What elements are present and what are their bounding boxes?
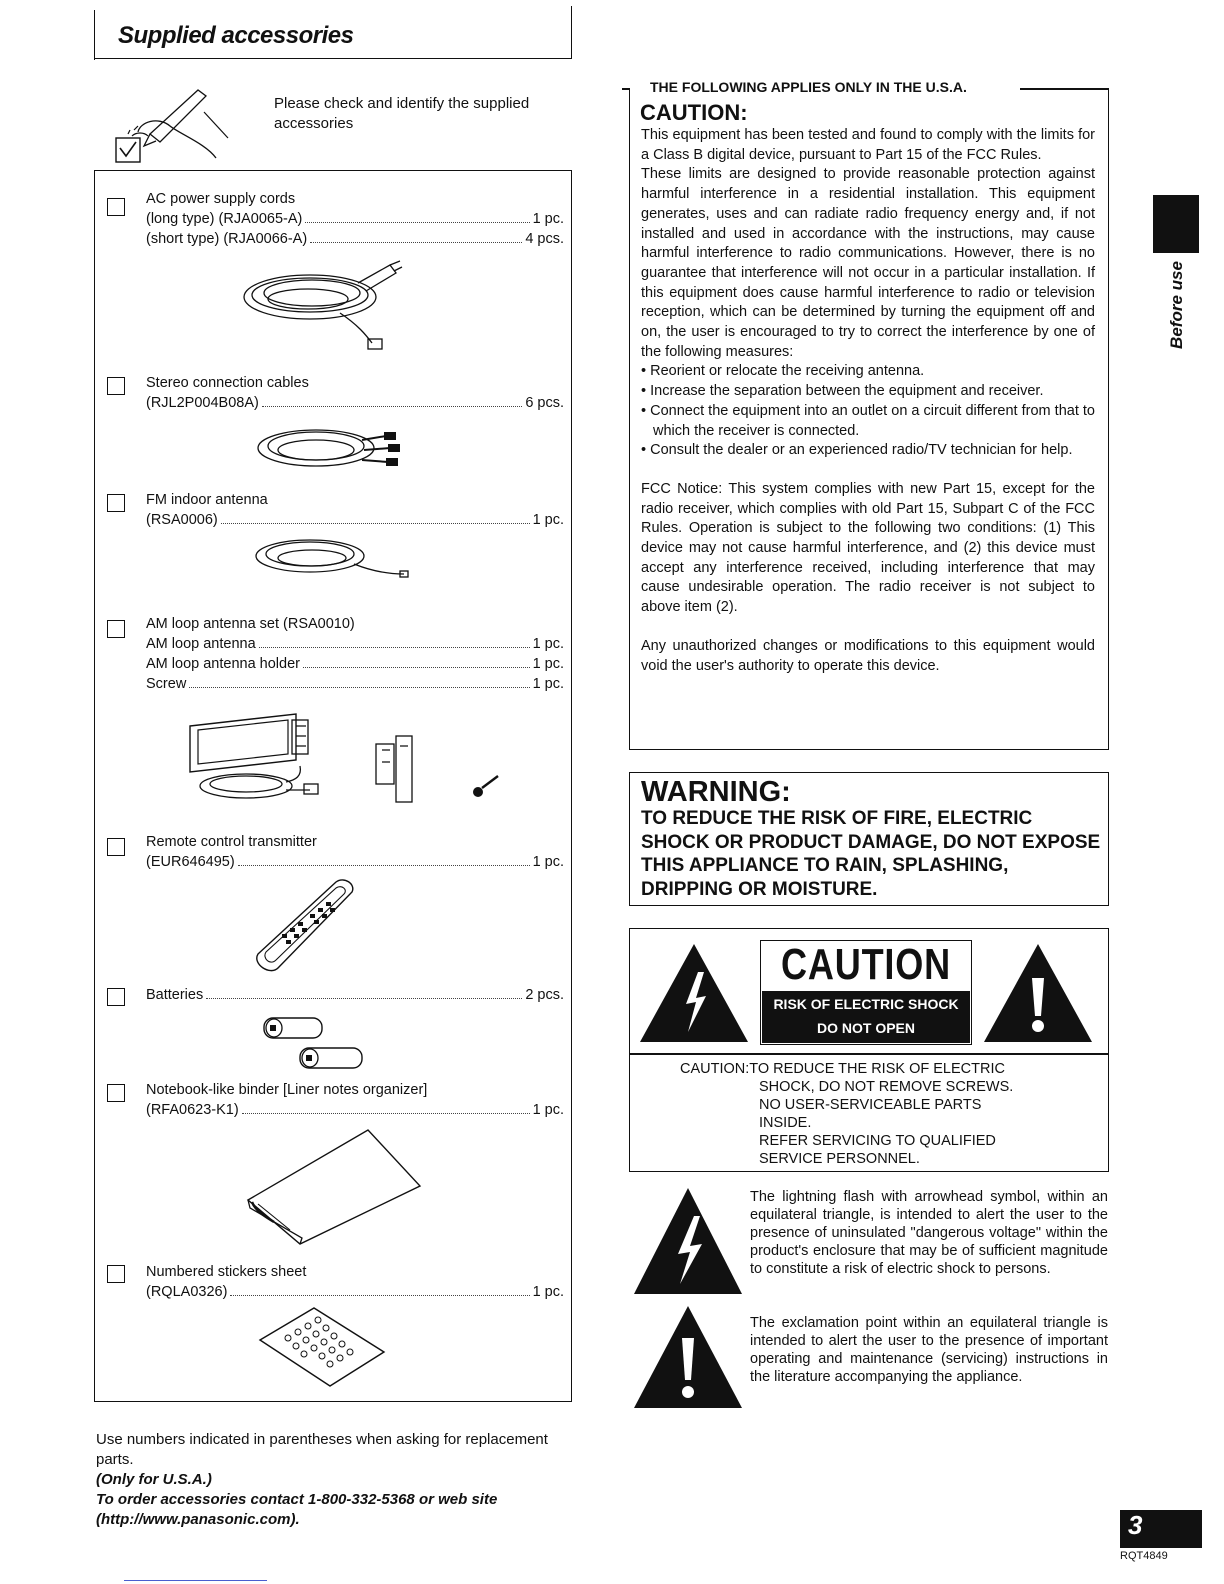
accessory-line xyxy=(146,985,564,1005)
checklist-hand-icon xyxy=(110,86,240,168)
accessory-qty: 1 pc. xyxy=(532,854,564,870)
header-rule xyxy=(571,6,572,59)
accessory-qty: 1 pc. xyxy=(532,1102,564,1118)
exclamation-symbol-text: The exclamation point within an equilateral triangle is intended to alert the user to the presence of important operating and maintenance (servicing) instructions in the literature accompanying the appliance. xyxy=(750,1315,1108,1385)
accessory-line xyxy=(146,1282,564,1302)
accessory-title: AM loop antenna set (RSA0010) xyxy=(146,616,355,632)
fcc-bullet: • Connect the equipment into an outlet on a circuit different from that to which the receiver is connected. xyxy=(641,402,1095,439)
sticker-sheet-icon xyxy=(258,1306,386,1390)
accessory-title: AC power supply cords xyxy=(146,191,296,207)
accessory-label: (RJL2P004B08A) xyxy=(146,395,259,411)
accessory-line xyxy=(146,209,564,229)
accessory-qty: 1 pc. xyxy=(532,656,564,672)
replacement-parts-note: Use numbers indicated in parentheses when asking for replacement parts. xyxy=(96,1431,548,1468)
accessory-label: (RSA0006) xyxy=(146,512,218,528)
fm-antenna-icon xyxy=(254,536,414,586)
accessory-line xyxy=(146,1100,564,1120)
warning-body: TO REDUCE THE RISK OF FIRE, ELECTRIC SHOCK OR PRODUCT DAMAGE, DO NOT EXPOSE THIS APPLIANCE TO RAIN, SPLASHING, DRIPPING OR MOISTURE. xyxy=(641,808,1101,900)
header-rule xyxy=(94,58,572,59)
accessory-qty: 2 pcs. xyxy=(525,987,564,1003)
fcc-notice: FCC Notice: This system complies with new Part 15, except for the radio receiver, which complies with old Part 15, Subpart C of the FCC Rules. Operation is subject to the following two conditions: (1) This device may not cause harmful interference, and (2) this device must accept any interference received, including interference that may cause undesirable operation. The radio receiver is not subject to above item (2). xyxy=(641,480,1095,616)
accessory-qty: 1 pc. xyxy=(532,512,564,528)
checkbox[interactable] xyxy=(107,838,125,856)
fcc-bullet: • Reorient or relocate the receiving antenna. xyxy=(641,363,925,380)
accessory-qty: 1 pc. xyxy=(532,211,564,227)
battery-icon xyxy=(262,1014,372,1072)
fcc-bullet: • Increase the separation between the equipment and receiver. xyxy=(641,383,1044,400)
accessory-line xyxy=(146,654,564,674)
ac-power-cord-icon xyxy=(240,255,400,355)
stereo-cable-icon xyxy=(254,422,404,482)
checkbox[interactable] xyxy=(107,377,125,395)
exclamation-symbol-icon xyxy=(632,1304,744,1410)
accessory-label: (RQLA0326) xyxy=(146,1284,228,1300)
remote-control-icon xyxy=(252,878,362,974)
fcc-body xyxy=(641,126,1095,676)
accessory-label: Screw xyxy=(146,676,187,692)
caution-label-word: CAUTION xyxy=(780,940,952,989)
accessory-title: Numbered stickers sheet xyxy=(146,1264,307,1280)
checkbox[interactable] xyxy=(107,1265,125,1283)
fcc-caution-title: CAUTION: xyxy=(640,100,748,125)
accessory-label: (long type) (RJA0065-A) xyxy=(146,211,303,227)
accessory-qty: 6 pcs. xyxy=(525,395,564,411)
page-number: 3 xyxy=(1128,1510,1143,1540)
accessory-title: Stereo connection cables xyxy=(146,375,309,391)
accessory-label: (short type) (RJA0066-A) xyxy=(146,231,308,247)
fcc-bullet: • Consult the dealer or an experienced radio/TV technician for help. xyxy=(641,442,1073,459)
accessory-label: AM loop antenna holder xyxy=(146,656,300,672)
intro-text: Please check and identify the supplied accessories xyxy=(274,95,530,132)
accessory-label: (EUR646495) xyxy=(146,854,235,870)
section-tab-marker xyxy=(1153,195,1199,253)
exclamation-warning-icon xyxy=(982,942,1094,1044)
accessory-label: AM loop antenna xyxy=(146,636,256,652)
caution-label-divider xyxy=(629,1053,1109,1055)
caution-label-line1: RISK OF ELECTRIC SHOCK xyxy=(773,996,959,1012)
accessory-title: Remote control transmitter xyxy=(146,834,317,850)
usa-only-label: (Only for U.S.A.) xyxy=(96,1471,212,1488)
document-code: RQT4849 xyxy=(1120,1550,1168,1562)
checkbox[interactable] xyxy=(107,1084,125,1102)
header-rule xyxy=(94,10,95,60)
order-info xyxy=(96,1470,576,1530)
accessory-title: FM indoor antenna xyxy=(146,492,268,508)
lightning-symbol-text: The lightning flash with arrowhead symbol, within an equilateral triangle, is intended to alert the user to the presence of uninsulated "dangerous voltage" within the product's enclosure that may be of sufficient magnitude to constitute a risk of electric shock to persons. xyxy=(750,1189,1108,1277)
checkbox[interactable] xyxy=(107,620,125,638)
fcc-paragraph: These limits are designed to provide reasonable protection against harmful interference in a residential installation. This equipment generates, uses and can radiate radio frequency energy and, if not installed and used in accordance with the instructions, may cause harmful interference to radio communications. However, there is no guarantee that interference will not occur in a particular installation. If this equipment does cause harmful interference to radio or television reception, which can be determined by turning the equipment off and on, the user is encouraged to try to correct the interference by one of the following measures: xyxy=(641,166,1095,360)
accessory-line xyxy=(146,393,564,413)
section-title: Supplied accessories xyxy=(118,22,354,49)
fcc-paragraph: This equipment has been tested and found to comply with the limits for a Class B digital device, pursuant to Part 15 of the FCC Rules. xyxy=(641,127,1095,163)
accessory-line xyxy=(146,634,564,654)
fcc-heading-rule xyxy=(622,88,630,90)
order-contact: To order accessories contact 1-800-332-5368 or web site (http://www.panasonic.com). xyxy=(96,1491,498,1528)
accessory-line xyxy=(146,674,564,694)
lightning-warning-icon xyxy=(638,942,750,1044)
fcc-heading-rule xyxy=(1020,88,1109,90)
checkbox[interactable] xyxy=(107,494,125,512)
lightning-symbol-icon xyxy=(632,1186,744,1296)
am-loop-antenna-icon xyxy=(186,706,506,806)
caution-label-text: CAUTION:TO REDUCE THE RISK OF ELECTRIC SHOCK, DO NOT REMOVE SCREWS. NO USER-SERVICEABLE PARTS INSIDE. REFER SERVICING TO QUALIFIED SERVICE PERSONNEL. xyxy=(680,1061,1014,1167)
accessory-qty: 4 pcs. xyxy=(525,231,564,247)
accessory-qty: 1 pc. xyxy=(532,1284,564,1300)
section-tab-label: Before use xyxy=(1167,261,1186,349)
accessory-qty: 1 pc. xyxy=(532,636,564,652)
accessory-line xyxy=(146,229,564,249)
accessory-qty: 1 pc. xyxy=(532,676,564,692)
fcc-heading: THE FOLLOWING APPLIES ONLY IN THE U.S.A. xyxy=(650,79,967,95)
checkbox[interactable] xyxy=(107,988,125,1006)
accessory-title: Notebook-like binder [Liner notes organizer] xyxy=(146,1082,428,1098)
binder-icon xyxy=(244,1126,424,1246)
checkbox[interactable] xyxy=(107,198,125,216)
accessory-label: Batteries xyxy=(146,987,204,1003)
warning-title: WARNING: xyxy=(641,776,791,808)
accessory-label: (RFA0623-K1) xyxy=(146,1102,239,1118)
accessory-line xyxy=(146,852,564,872)
bottom-rule xyxy=(124,1580,267,1581)
fcc-changes-note: Any unauthorized changes or modifications to this equipment would void the user's authority to operate this device. xyxy=(641,637,1095,674)
caution-label-line2: DO NOT OPEN xyxy=(816,1020,915,1036)
accessory-line xyxy=(146,510,564,530)
